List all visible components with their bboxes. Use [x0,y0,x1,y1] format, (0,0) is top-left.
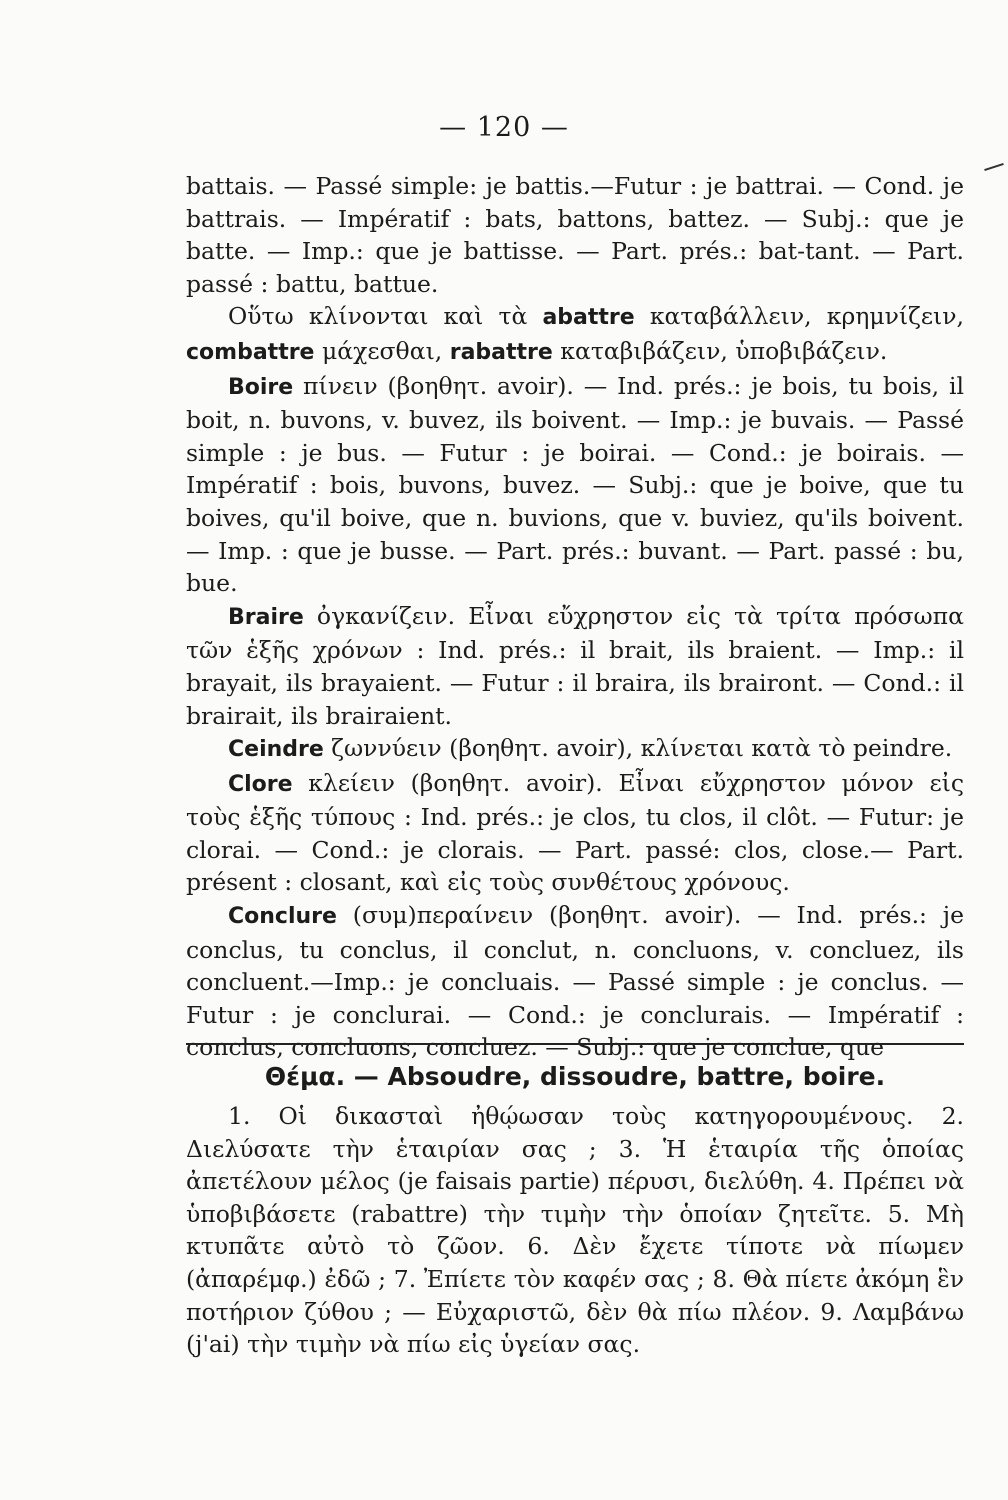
exercise-body [186,1100,964,1361]
entry-braire: Braire ὀγκανίζειν. Εἶναι εὔχρηστον εἰς τὰ τρίτα πρόσωπα τῶν ἑξῆς χρόνων : Ind. prés.: il brait, ils braient. — Imp.: il brayait, ils brayaient. — Futur : il braira, ils brairont. — Cond.: il brairait, ils brairaient. [186,601,964,730]
headword-braire: Braire [228,604,304,630]
paragraph-compounds: Οὕτω κλίνονται καὶ τὰ abattre καταβάλλειν, κρημνίζειν, combattre μάχεσθαι, rabattre καταβιβάζειν, ὑποβιβάζειν. [186,302,964,365]
page-number: — 120 — [439,112,569,143]
headword-abattre: abattre [542,305,635,331]
section-divider [186,1043,964,1045]
main-text [186,170,964,1064]
paragraph-battre-continued: battais. — Passé simple: je battis.—Futur : je battrai. — Cond. je battrais. — Impératif : bats, battons, battez. — Subj.: que je batte. — Imp.: que je battisse. — Part. prés.: bat-tant. — Part. passé : battu, battue. [186,172,964,298]
entry-boire: Boire πίνειν (βοηθητ. avoir). — Ind. prés.: je bois, tu bois, il boit, n. buvons, v. buvez, ils boivent. — Imp.: je buvais. — Passé simple : je bus. — Futur : je boirai. — Cond.: je boirais. — Impératif : bois, buvons, buvez. — Subj.: que je boive, que tu boives, qu'il boive, que n. buvions, que v. buviez, qu'ils boivent. — Imp. : que je busse. — Part. prés.: buvant. — Part. passé : bu, bue. [186,371,964,598]
headword-ceindre: Ceindre [228,737,324,763]
exercise-sentences: 1. Οἱ δικασταὶ ἠθῴωσαν τοὺς κατηγορουμένους. 2. Διελύσατε τὴν ἑταιρίαν σας ; 3. Ἡ ἑταιρία τῆς ὁποίας ἀπετέλουν μέλος (je faisais partie) πέρυσι, διελύθη. 4. Πρέπει νὰ ὑποβιβάσετε (rabattre) τὴν τιμὴν τὴν ὁποίαν ζητεῖτε. 5. Μὴ κτυπᾶτε αὐτὸ τὸ ζῶον. 6. Δὲν ἔχετε τίποτε νὰ πίωμεν (ἀπαρέμφ.) ἐδῶ ; 7. Ἐπίετε τὸν καφέν σας ; 8. Θὰ πίετε ἀκόμη ἓν ποτήριον ζύθου ; — Εὐχαριστῶ, δὲν θὰ πίω πλέον. 9. Λαμβάνω (j'ai) τὴν τιμὴν νὰ πίω εἰς ὑγείαν σας. [186,1102,964,1359]
entry-ceindre: Ceindre ζωννύειν (βοηθητ. avoir), κλίνεται κατὰ τὸ peindre. [228,734,953,763]
headword-rabattre: rabattre [449,339,553,365]
entry-conclure: Conclure (συμ)περαίνειν (βοηθητ. avoir). — Ind. prés.: je conclus, tu conclus, il conclut, n. concluons, v. concluez, ils concluent.—Imp.: je concluais. — Passé simple : je conclus. — Futur : je conclurai. — Cond.: je conclurais. — Impératif : conclus, concluons, concluez. — Subj.: que je conclue, que [186,901,964,1062]
headword-combattre: combattre [186,339,315,365]
entry-clore: Clore κλείειν (βοηθητ. avoir). Εἶναι εὔχρηστον μόνον εἰς τοὺς ἑξῆς τύπους : Ind. prés.: je clos, tu clos, il clôt. — Futur: je clorai. — Cond.: je clorais. — Part. passé: clos, close.— Part. présent : closant, καὶ εἰς τοὺς συνθέτους χρόνους. [186,768,964,897]
headword-clore: Clore [228,771,293,797]
exercise-title: Θέμα. — Absoudre, dissoudre, battre, boire. [264,1062,886,1091]
headword-conclure: Conclure [228,904,337,930]
headword-boire: Boire [228,374,294,400]
margin-mark [984,163,1004,171]
